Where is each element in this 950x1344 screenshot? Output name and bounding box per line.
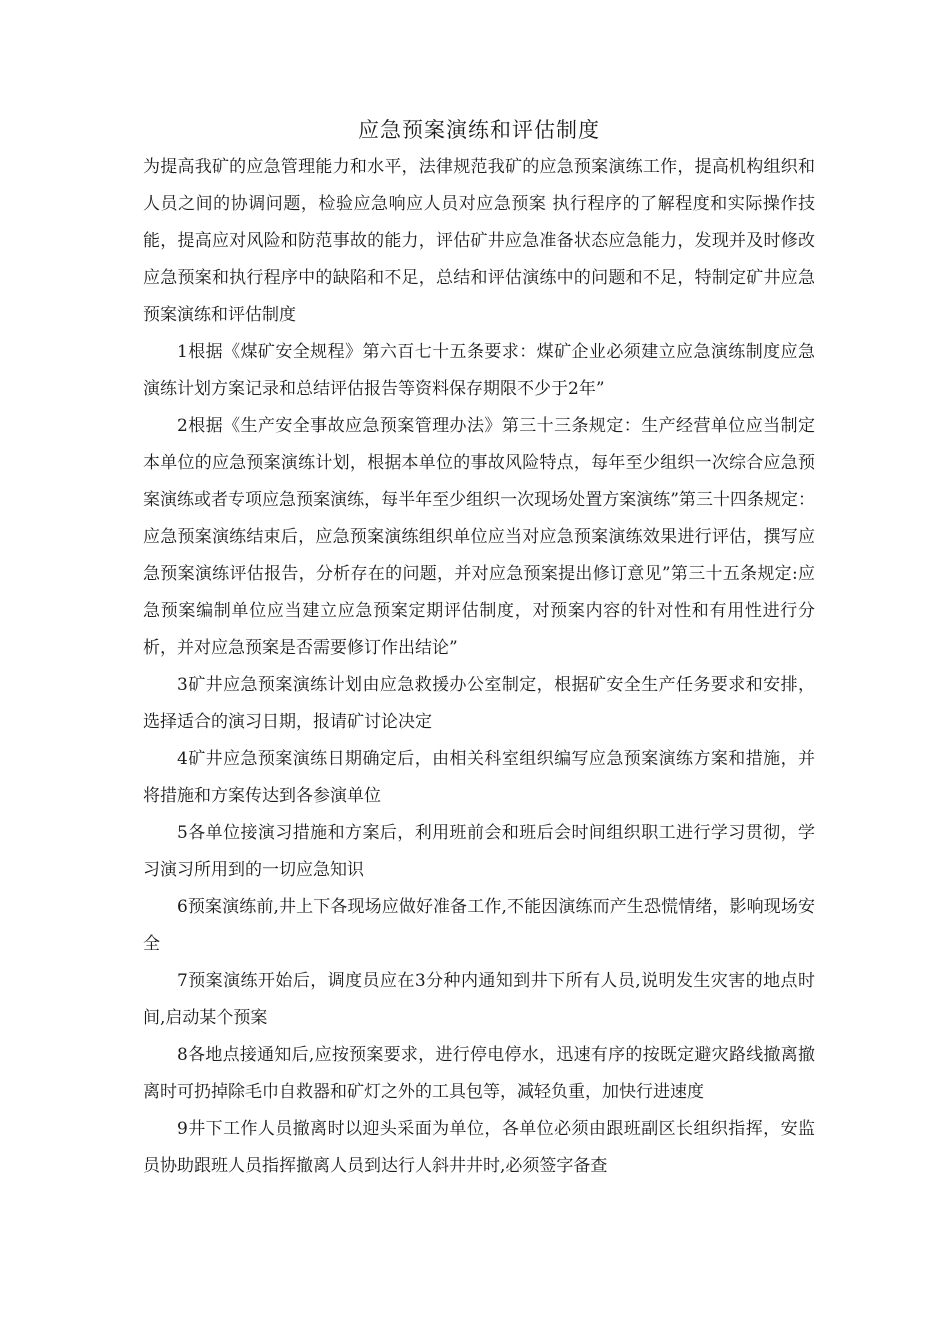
clause-6-paragraph: 6预案演练前,井上下各现场应做好准备工作,不能因演练而产生恐慌情绪，影响现场安全 <box>143 897 815 954</box>
document-page <box>143 113 815 1185</box>
clause-1-paragraph: 1根据《煤矿安全规程》第六百七十五条要求：煤矿企业必须建立应急演练制度应急演练计划方案记录和总结评估报告等资料保存期限不少于2年” <box>143 342 815 399</box>
clause-7-paragraph: 7预案演练开始后，调度员应在3分种内通知到井下所有人员,说明发生灾害的地点时间,启动某个预案 <box>143 971 815 1028</box>
document-title: 应急预案演练和评估制度 <box>358 118 600 142</box>
intro-paragraph: 为提高我矿的应急管理能力和水平，法律规范我矿的应急预案演练工作，提高机构组织和人员之间的协调问题，检验应急响应人员对应急预案 执行程序的了解程度和实际操作技能，提高应对风险和防范事故的能力，评估矿井应急准备状态应急能力，发现并及时修改应急预案和执行程序中的缺陷和不足，总结和评估演练中的问题和不足，特制定矿井应急预案演练和评估制度 <box>143 157 815 325</box>
clause-4-paragraph: 4矿井应急预案演练日期确定后，由相关科室组织编写应急预案演练方案和措施，并将措施和方案传达到各参演单位 <box>143 749 815 806</box>
clause-3-paragraph: 3矿井应急预案演练计划由应急救援办公室制定，根据矿安全生产任务要求和安排，选择适合的演习日期，报请矿讨论决定 <box>143 675 815 732</box>
clause-5-paragraph: 5各单位接演习措施和方案后，利用班前会和班后会时间组织职工进行学习贯彻，学习演习所用到的一切应急知识 <box>143 823 815 880</box>
clause-9-paragraph: 9井下工作人员撤离时以迎头采面为单位，各单位必须由跟班副区长组织指挥，安监员协助跟班人员指挥撤离人员到达行人斜井井时,必须签字备查 <box>143 1119 815 1176</box>
clause-2-paragraph: 2根据《生产安全事故应急预案管理办法》第三十三条规定：生产经营单位应当制定本单位的应急预案演练计划，根据本单位的事故风险特点，每年至少组织一次综合应急预案演练或者专项应急预案演练，每半年至少组织一次现场处置方案演练”第三十四条规定：应急预案演练结束后，应急预案演练组织单位应当对应急预案演练效果进行评估，撰写应急预案演练评估报告，分析存在的问题，并对应急预案提出修订意见”第三十五条规定:应急预案编制单位应当建立应急预案定期评估制度，对预案内容的针对性和有用性进行分析，并对应急预案是否需要修订作出结论” <box>143 416 815 658</box>
clause-8-paragraph: 8各地点接通知后,应按预案要求，进行停电停水，迅速有序的按既定避灾路线撤离撤离时可扔掉除毛巾自救器和矿灯之外的工具包等，减轻负重，加快行进速度 <box>143 1045 815 1102</box>
